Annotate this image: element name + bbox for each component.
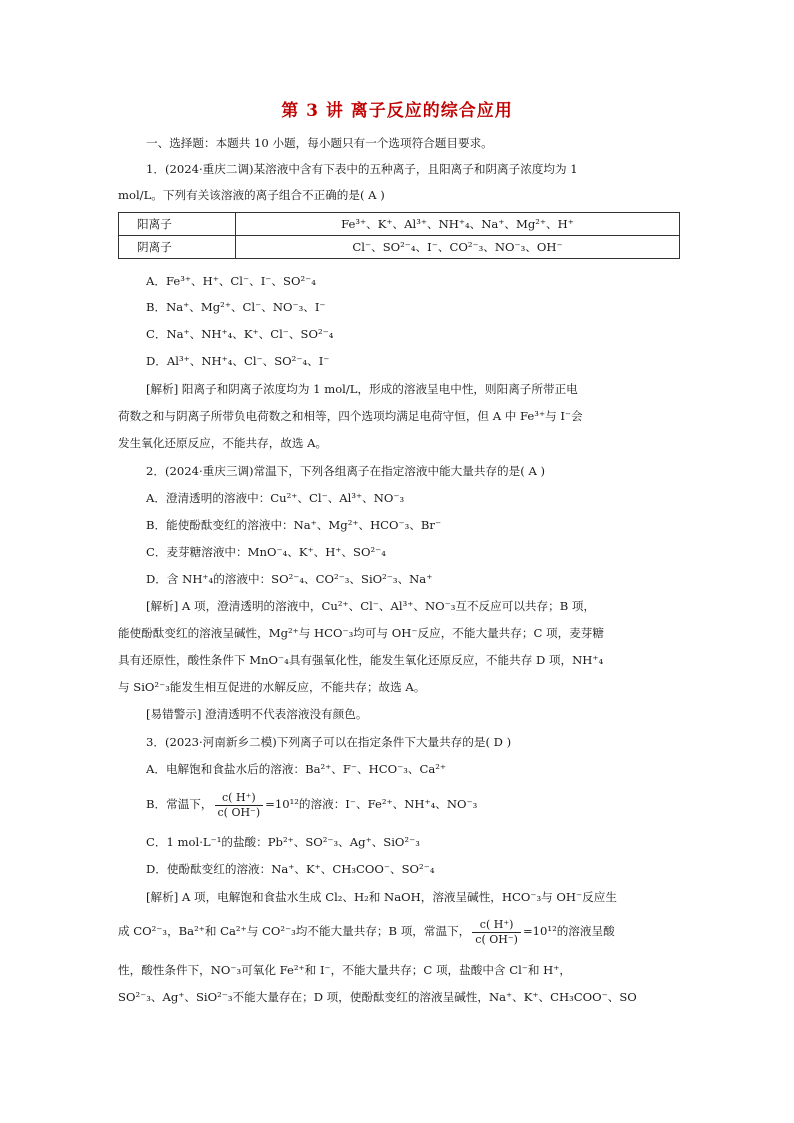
ratio-fraction <box>472 918 521 947</box>
q1-option-c: C．Na⁺、NH⁺₄、K⁺、Cl⁻、SO²⁻₄ <box>146 327 334 341</box>
q2-explanation-line1: [解析] A 项，澄清透明的溶液中，Cu²⁺、Cl⁻、Al³⁺、NO⁻₃互不反应可以共存；B 项， <box>146 599 596 613</box>
q1-explanation-line1: [解析] 阳离子和阴离子浓度均为 1 mol/L，形成的溶液呈电中性，则阳离子所带正电 <box>146 382 578 396</box>
table-row <box>119 236 680 259</box>
q2-option-d: D．含 NH⁺₄的溶液中：SO²⁻₄、CO²⁻₃、SiO²⁻₃、Na⁺ <box>146 572 433 586</box>
q3-option-b <box>146 788 678 820</box>
q3-option-c: C．1 mol·L⁻¹的盐酸：Pb²⁺、SO²⁻₃、Ag⁺、SiO²⁻₃ <box>146 835 420 849</box>
fraction-numerator: c( H⁺) <box>472 918 521 933</box>
q1-explanation-line2: 荷数之和与阴离子所带负电荷数之和相等，四个选项均满足电荷守恒，但 A 中 Fe³⁺与 I⁻会 <box>118 409 583 423</box>
q3-option-b-suffix: =10¹²的溶液：I⁻、Fe²⁺、NH⁺₄、NO⁻₃ <box>265 797 478 811</box>
q3-option-d: D．使酚酞变红的溶液：Na⁺、K⁺、CH₃COO⁻、SO²⁻₄ <box>146 862 435 876</box>
q3-explanation-line2-prefix: 成 CO²⁻₃，Ba²⁺和 Ca²⁺与 CO²⁻₃均不能大量共存；B 项，常温下， <box>118 924 471 938</box>
q2-explanation-line3: 具有还原性，酸性条件下 MnO⁻₄具有强氧化性，能发生氧化还原反应，不能共存 D 项，NH⁺₄ <box>118 653 604 667</box>
q2-option-c: C．麦芽糖溶液中：MnO⁻₄、K⁺、H⁺、SO²⁻₄ <box>146 545 386 559</box>
cation-list: Fe³⁺、K⁺、Al³⁺、NH⁺₄、Na⁺、Mg²⁺、H⁺ <box>236 213 680 236</box>
q1-explanation-line3: 发生氧化还原反应，不能共存，故选 A。 <box>118 436 328 450</box>
q3-option-b-prefix: B．常温下， <box>146 797 213 811</box>
ion-table <box>118 212 680 259</box>
q2-option-b: B．能使酚酞变红的溶液中：Na⁺、Mg²⁺、HCO⁻₃、Br⁻ <box>146 518 442 532</box>
table-row <box>119 213 680 236</box>
q3-explanation-line2-suffix: =10¹²的溶液呈酸 <box>522 924 615 938</box>
anion-label: 阴离子 <box>119 236 236 259</box>
q1-option-a: A．Fe³⁺、H⁺、Cl⁻、I⁻、SO²⁻₄ <box>146 274 316 288</box>
ratio-fraction <box>215 791 264 820</box>
q1-stem-line2: mol/L。下列有关该溶液的离子组合不正确的是( A ) <box>118 188 385 202</box>
q2-stem: 2．(2024·重庆三调)常温下，下列各组离子在指定溶液中能大量共存的是( A ) <box>146 464 546 478</box>
q3-option-a: A．电解饱和食盐水后的溶液：Ba²⁺、F⁻、HCO⁻₃、Ca²⁺ <box>146 762 447 776</box>
q2-explanation-line4: 与 SiO²⁻₃能发生相互促进的水解反应，不能共存；故选 A。 <box>118 680 426 694</box>
q3-explanation-line2 <box>118 915 678 947</box>
q3-stem: 3．(2023·河南新乡二模)下列离子可以在指定条件下大量共存的是( D ) <box>146 735 512 749</box>
q3-explanation-line3: 性，酸性条件下，NO⁻₃可氧化 Fe²⁺和 I⁻，不能大量共存；C 项，盐酸中含 Cl⁻和 H⁺， <box>118 963 572 977</box>
page-title: 第 3 讲 离子反应的综合应用 <box>281 101 513 121</box>
q2-warning: [易错警示] 澄清透明不代表溶液没有颜色。 <box>146 707 368 721</box>
q2-option-a: A．澄清透明的溶液中：Cu²⁺、Cl⁻、Al³⁺、NO⁻₃ <box>146 491 405 505</box>
q1-option-b: B．Na⁺、Mg²⁺、Cl⁻、NO⁻₃、I⁻ <box>146 300 326 314</box>
anion-list: Cl⁻、SO²⁻₄、I⁻、CO²⁻₃、NO⁻₃、OH⁻ <box>236 236 680 259</box>
q3-explanation-line1: [解析] A 项，电解饱和食盐水生成 Cl₂、H₂和 NaOH，溶液呈碱性，HCO⁻₃与 OH⁻反应生 <box>146 890 617 904</box>
cation-label: 阳离子 <box>119 213 236 236</box>
fraction-denominator: c( OH⁻) <box>217 805 261 819</box>
fraction-numerator: c( H⁺) <box>215 791 264 806</box>
q2-explanation-line2: 能使酚酞变红的溶液呈碱性，Mg²⁺与 HCO⁻₃均可与 OH⁻反应，不能大量共存；C 项，麦芽糖 <box>118 626 604 640</box>
section-intro: 一、选择题：本题共 10 小题，每小题只有一个选项符合题目要求。 <box>146 136 493 150</box>
q3-explanation-line4: SO²⁻₃、Ag⁺、SiO²⁻₃不能大量存在；D 项，使酚酞变红的溶液呈碱性，Na⁺、K⁺、CH₃COO⁻、SO <box>118 990 637 1004</box>
q1-stem-line1: 1．(2024·重庆二调)某溶液中含有下表中的五种离子，且阳离子和阴离子浓度均为 1 <box>146 162 578 176</box>
q1-option-d: D．Al³⁺、NH⁺₄、Cl⁻、SO²⁻₄、I⁻ <box>146 354 330 368</box>
fraction-denominator: c( OH⁻) <box>475 932 518 946</box>
